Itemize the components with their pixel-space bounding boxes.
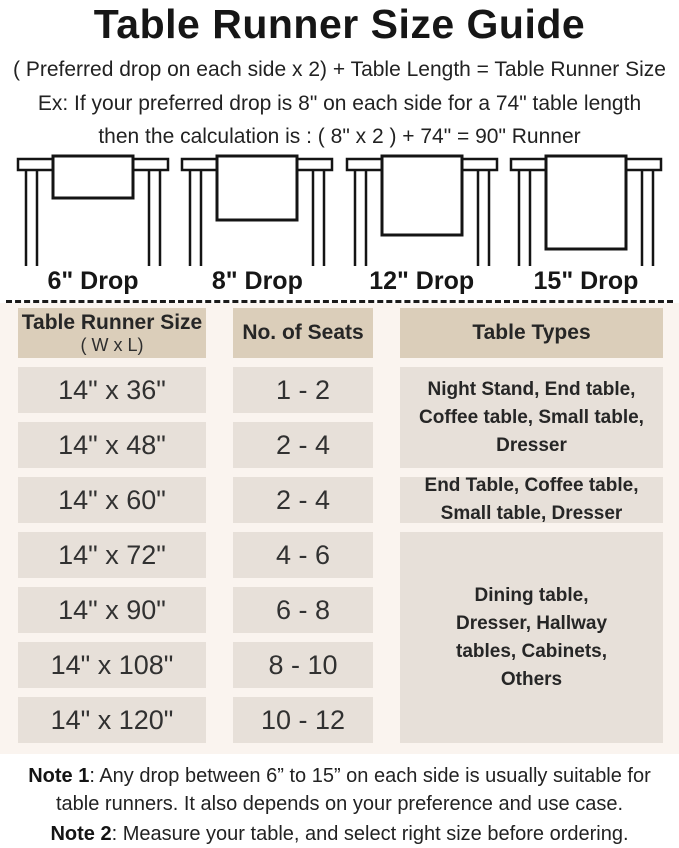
drop-figure-6in — [12, 154, 174, 301]
size-cell-14x48: 14" x 48" — [18, 422, 206, 468]
drop-label-15in: 15" Drop — [533, 266, 639, 295]
seats-cell-row7: 10 - 12 — [233, 697, 373, 743]
header — [0, 0, 679, 150]
seats-cell-row5: 6 - 8 — [233, 587, 373, 633]
size-cell-14x120: 14" x 120" — [18, 697, 206, 743]
seats-cell-row1: 1 - 2 — [233, 367, 373, 413]
note-2-label: Note 2 — [50, 822, 112, 845]
drop-figure-15in — [505, 154, 667, 301]
types-cell-small-tables: Night Stand, End table, Coffee table, Small table, Dresser — [400, 367, 663, 468]
note-2-text: : Measure your table, and select right size before ordering. — [111, 822, 629, 845]
drop-label-12in: 12" Drop — [369, 266, 475, 295]
table-runner-6in-drop-icon — [15, 154, 171, 266]
header-runner-size-title: Table Runner Size — [21, 311, 203, 335]
drop-figure-12in — [341, 154, 503, 301]
seats-cell-row6: 8 - 10 — [233, 642, 373, 688]
seats-cell-row2: 2 - 4 — [233, 422, 373, 468]
header-cell-seats — [233, 308, 373, 358]
note-1 — [4, 763, 675, 818]
drop-illustrations — [6, 150, 673, 304]
example-line-2: then the calculation is : ( 8" x 2 ) + 74" = 90" Runner — [98, 124, 581, 148]
drop-figure-8in — [176, 154, 338, 301]
drop-label-6in: 6" Drop — [47, 266, 139, 295]
size-cell-14x72: 14" x 72" — [18, 532, 206, 578]
size-cell-14x108: 14" x 108" — [18, 642, 206, 688]
size-cell-14x36: 14" x 36" — [18, 367, 206, 413]
note-1-text: : Any drop between 6” to 15” on each side is usually suitable for table runners. It also depends on your preference and use case. — [55, 765, 651, 815]
page-title: Table Runner Size Guide — [93, 1, 586, 47]
header-table-types-label: Table Types — [472, 321, 591, 345]
seats-cell-row4: 4 - 6 — [233, 532, 373, 578]
example-line-1: Ex: If your preferred drop is 8" on each side for a 74" table length — [37, 92, 642, 116]
size-cell-14x60: 14" x 60" — [18, 477, 206, 523]
types-cell-medium-tables: End Table, Coffee table, Small table, Dresser — [400, 477, 663, 523]
note-1-label: Note 1 — [28, 765, 90, 788]
header-seats-label: No. of Seats — [242, 321, 364, 345]
table-runner-15in-drop-icon — [508, 154, 664, 266]
types-cell-large-tables: Dining table, Dresser, Hallway tables, Cabinets, Others — [400, 532, 663, 743]
note-2 — [4, 821, 675, 848]
drop-label-8in: 8" Drop — [211, 266, 303, 295]
size-cell-14x90: 14" x 90" — [18, 587, 206, 633]
table-runner-12in-drop-icon — [344, 154, 500, 266]
formula-text: ( Preferred drop on each side x 2) + Table Length = Table Runner Size — [13, 58, 666, 82]
header-runner-size-subtitle: ( W x L) — [80, 334, 144, 355]
header-cell-runner-size — [18, 308, 206, 358]
header-cell-table-types — [400, 308, 663, 358]
notes-section — [0, 754, 679, 848]
size-table — [0, 303, 679, 754]
table-runner-8in-drop-icon — [179, 154, 335, 266]
seats-cell-row3: 2 - 4 — [233, 477, 373, 523]
